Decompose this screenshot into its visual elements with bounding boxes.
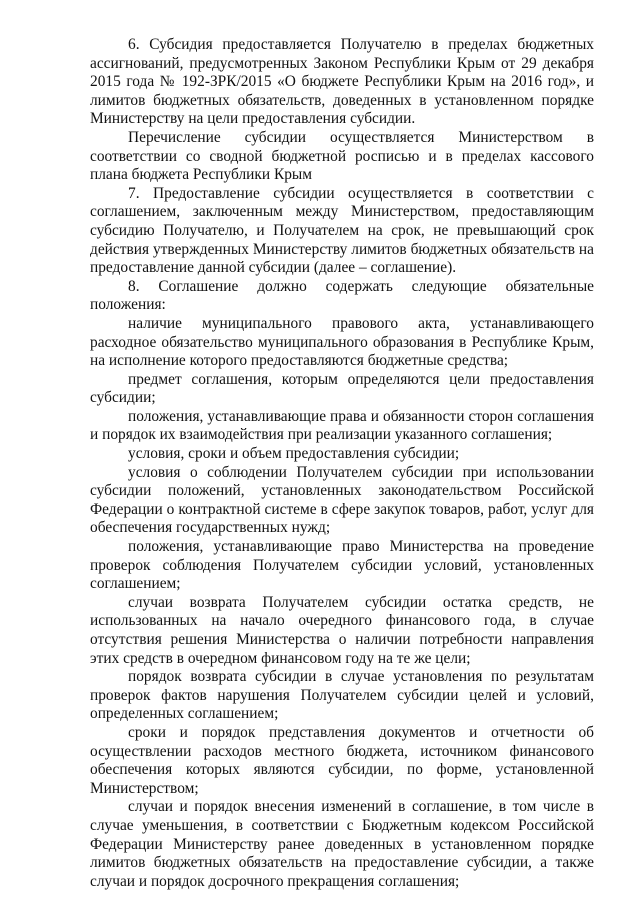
provision-reporting: сроки и порядок представления документов и отчетности об осуществлении расходов местного бюджета, источником финансового обеспечения которых являются субсидии, по форме, установленной Министерством; xyxy=(90,723,594,797)
provision-rights-duties: положения, устанавливающие права и обязанности сторон соглашения и порядок их взаимодействия при реализации указанного соглашения; xyxy=(90,407,594,444)
provision-return-violation: порядок возврата субсидии в случае установления по результатам проверок фактов нарушения Получателем субсидии целей и условий, определенных соглашением; xyxy=(90,668,594,723)
provision-return-remainder: случаи возврата Получателем субсидии остатка средств, не использованных на начало очередного финансового года, в случае отсутствия решения Министерства о наличии потребности направления этих средств в очередном финансовом году на те же цели; xyxy=(90,593,594,667)
provision-conditions: условия, сроки и объем предоставления субсидии; xyxy=(128,445,460,463)
paragraph-item-6: 6. Субсидия предоставляется Получателю в пределах бюджетных ассигнований, предусмотренных Законом Республики Крым от 29 декабря 2015 года № 192-ЗРК/2015 «О бюджете Республики Крым на 2016 год», и лимитов бюджетных обязательств, доведенных в установленном порядке Министерству на цели предоставления субсидии. xyxy=(90,36,594,128)
paragraph-item-8: 8. Соглашение должно содержать следующие обязательные положения: xyxy=(90,277,594,314)
paragraph-item-7: 7. Предоставление субсидии осуществляется в соответствии с соглашением, заключенным между Министерством, предоставляющим субсидию Получателю, и Получателем на срок, не превышающий срок действия утвержденных Министерству лимитов бюджетных обязательств на предоставление данной субсидии (далее – соглашение). xyxy=(90,184,594,277)
paragraph-transfer: Перечисление субсидии осуществляется Министерством в соответствии со сводной бюджетной росписью и в пределах кассового плана бюджета Республики Крым xyxy=(90,128,594,184)
provision-amendments: случаи и порядок внесения изменений в соглашение, в том числе в случае уменьшения, в соответствии с Бюджетным кодексом Российской Федерации Министерству ранее доведенных в установленном порядке лимитов бюджетных обязательств на предоставление субсидии, а также случаи и порядок досрочного прекращения соглашения; xyxy=(90,798,594,890)
provision-subject: предмет соглашения, которым определяются цели предоставления субсидии; xyxy=(90,370,594,407)
provision-inspections: положения, устанавливающие право Министерства на проведение проверок соблюдения Получателем субсидии условий, установленных соглашением; xyxy=(90,538,594,593)
provision-municipal-act: наличие муниципального правового акта, устанавливающего расходное обязательство муниципального образования в Республике Крым, на исполнение которого предоставляются бюджетные средства; xyxy=(90,314,594,370)
provision-procurement: условия о соблюдении Получателем субсидии при использовании субсидии положений, установленных законодательством Российской Федерации о контрактной системе в сфере закупок товаров, работ, услуг для обеспечения государственных нужд; xyxy=(90,463,594,537)
document-page xyxy=(90,36,594,891)
